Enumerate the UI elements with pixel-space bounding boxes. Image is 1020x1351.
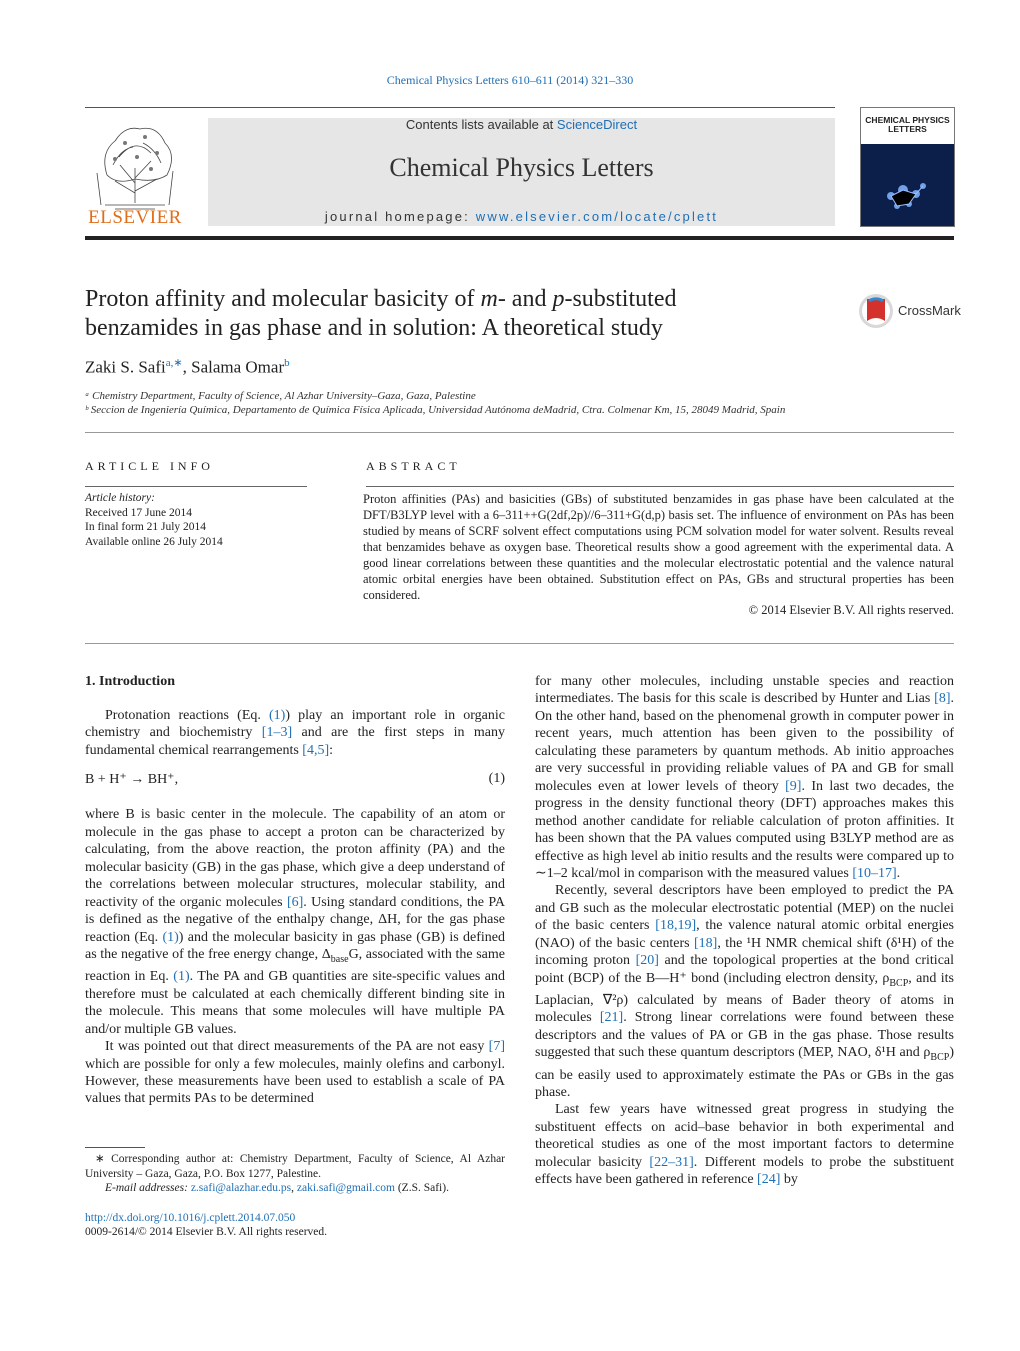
- final-date: In final form 21 July 2014: [85, 521, 207, 533]
- title-part: Proton affinity and molecular basicity of: [85, 286, 481, 312]
- email-link[interactable]: z.safi@alazhar.edu.ps: [190, 1182, 292, 1194]
- homepage-link[interactable]: www.elsevier.com/locate/cplett: [475, 209, 719, 224]
- eq-link[interactable]: (1): [173, 969, 190, 985]
- author-omar-affil[interactable]: b: [284, 357, 290, 369]
- article-info-heading: ARTICLE INFO: [85, 459, 214, 473]
- citation-link[interactable]: [7]: [488, 1039, 505, 1055]
- email-line: E-mail addresses: z.safi@alazhar.edu.ps, zaki.safi@gmail.com (Z.S. Safi).: [105, 1182, 449, 1194]
- abstract-heading: ABSTRACT: [366, 459, 461, 473]
- title-line-2: benzamides in gas phase and in solution: A theoretical study: [85, 315, 663, 341]
- paragraph: Last few years have witnessed great progress in studying the substituent effects on acid–base behavior in both experimental and theoretical studies as one of the most important factors to determine molecular basicity [22–31]. Different models to probe the substituent effects have been gathered in reference [24] by: [535, 1102, 954, 1188]
- right-column: [535, 673, 954, 1189]
- author-separator: ,: [182, 357, 192, 377]
- paragraph: for many other molecules, including unstable species and reaction intermediates. The basis for this scale is described by Hunter and Lias [8]. On the other hand, based on the phenomenal growth in computer power in recent years, much attention has been given to the possibility of calculating these parameters by quantum methods. Ab initio approaches are very successful in providing reliable values of PA and GB for small molecules even at lower levels of theory [9]. In last two decades, the progress in the density functional theory (DFT) approaches makes this method another candidate for reliable calculation of proton affinities. It has been shown that the PA values computed using B3LYP method are as effective as high level ab initio results and the results were compared up to ∼1–2 kcal/mol in comparison with the measured values [10–17].: [535, 674, 955, 881]
- sciencedirect-link[interactable]: ScienceDirect: [556, 117, 638, 132]
- contents-line: [208, 117, 835, 132]
- email-label: E-mail addresses:: [105, 1182, 191, 1194]
- affiliation-a: ᵃ Chemistry Department, Faculty of Science, Al Azhar University–Gaza, Gaza, Palestine: [85, 390, 476, 402]
- citation-link[interactable]: [6]: [286, 894, 304, 910]
- affiliation-b: ᵇ Seccion de Ingeniería Química, Departamento de Química Física Aplicada, Universidad Autónoma deMadrid, Ctra. Colmenar Km, 15, 28049 Madrid, Spain: [85, 404, 786, 416]
- citation-link[interactable]: [24]: [757, 1172, 781, 1188]
- header-divider: [85, 236, 954, 240]
- title-para: p: [552, 286, 565, 312]
- title-divider: [85, 432, 954, 433]
- title-meta: m: [480, 286, 498, 312]
- abstract-rule: [366, 486, 954, 487]
- author-list: [85, 356, 290, 378]
- online-date: Available online 26 July 2014: [85, 535, 223, 548]
- homepage-line: [208, 209, 835, 224]
- citation-link[interactable]: [21]: [599, 1010, 624, 1026]
- abstract-copyright: © 2014 Elsevier B.V. All rights reserved.: [748, 603, 954, 617]
- author-safi[interactable]: Zaki S. Safi: [85, 357, 166, 377]
- paragraph: It was pointed out that direct measurements of the PA are not easy [7] which are possible for only a few molecules, mainly olefins and carbonyl. However, these measurements have been used to establish a scale of PA values that permits PAs to be determined: [85, 1039, 505, 1107]
- email-link[interactable]: zaki.safi@gmail.com: [296, 1182, 395, 1194]
- crossmark-label[interactable]: CrossMark: [898, 303, 961, 318]
- doi-link[interactable]: http://dx.doi.org/10.1016/j.cplett.2014.07.050: [85, 1212, 296, 1224]
- section-heading-introduction: 1. Introduction: [85, 674, 175, 689]
- citation-link[interactable]: [22–31]: [649, 1154, 694, 1170]
- issn-line: 0009-2614/© 2014 Elsevier B.V. All rights reserved.: [85, 1226, 328, 1238]
- left-column: [85, 707, 505, 1108]
- citation-link[interactable]: [18,19]: [655, 918, 697, 934]
- info-rule: [85, 486, 307, 487]
- journal-cover-thumbnail[interactable]: [860, 107, 955, 227]
- title-part: - and: [497, 286, 553, 312]
- eq-link[interactable]: (1): [162, 929, 179, 945]
- journal-citation[interactable]: Chemical Physics Letters 610–611 (2014) 321–330: [386, 73, 634, 87]
- cover-molecule-art: [861, 144, 954, 226]
- contents-prefix: Contents lists available at: [405, 117, 557, 132]
- citation-link[interactable]: [1–3]: [261, 725, 293, 741]
- citation-link[interactable]: [18]: [694, 935, 718, 951]
- citation-link[interactable]: [8]: [934, 691, 951, 707]
- equation-body: B + H⁺ → BH⁺,: [85, 772, 179, 787]
- author-safi-affil[interactable]: a,∗: [165, 357, 183, 369]
- footnote-rule: [85, 1147, 145, 1148]
- citation-link[interactable]: [20]: [635, 953, 659, 969]
- received-date: Received 17 June 2014: [85, 506, 192, 519]
- author-omar[interactable]: Salama Omar: [191, 357, 285, 377]
- citation-link[interactable]: [4,5]: [302, 742, 330, 758]
- cover-title: CHEMICAL PHYSICS LETTERS: [865, 115, 950, 134]
- equation-1: [85, 771, 505, 788]
- citation-link[interactable]: [9]: [785, 778, 802, 794]
- paragraph: Recently, several descriptors have been employed to predict the PA and GB such as the molecular electrostatic potential (MEP) on the nuclei of the basic centers [18,19], the valence natural atomic orbital energies (NAO) of the basic centers [18], the ¹H NMR chemical shift (δ¹H) of the incoming proton [20] and the topological properties at the bond critical point (BCP) of the B—H⁺ bond (including electron density, $\rho_{BCP}$, and its Laplacian, ∇²ρ) calculated by means of Bader theory of atoms in molecules [21]. Strong linear correlations were found between these descriptors and the values of PA or GB in the gas phase. Those results suggested that such these quantum descriptors (MEP, NAO, δ¹H and $\rho_{BCP}$) can be easily used to approximately estimate the PAs or GBs in the gas phase.: [535, 883, 955, 1101]
- elsevier-wordmark: ELSEVIER: [88, 207, 182, 228]
- journal-name: Chemical Physics Letters: [389, 153, 654, 182]
- article-history: [85, 491, 223, 549]
- history-label: Article history:: [85, 492, 155, 504]
- corresponding-author-note: ∗ Corresponding author at: Chemistry Department, Faculty of Science, Al Azhar University – Gaza, Gaza, P.O. Box 1277, Palestine.: [85, 1153, 505, 1180]
- title-part: -substituted: [564, 286, 677, 312]
- paragraph: Protonation reactions (Eq. (1)) play an important role in organic chemistry and biochemistry [1–3] and are the first steps in many fundamental chemical rearrangements [4,5]:: [85, 708, 506, 758]
- homepage-prefix: journal homepage:: [324, 209, 476, 224]
- citation-link[interactable]: [10–17]: [852, 865, 897, 881]
- equation-number: (1): [488, 771, 505, 786]
- paragraph: where B is basic center in the molecule. The capability of an atom or molecule in the gas phase to accept a proton can be characterized by calculating, from the above reaction, the proton affinity (PA) and the molecular basicity (GB) in the gas phase, which give a deep understand of the correlations between molecular structures, molecular stability, and reactivity of the organic molecules [6]. Using standard conditions, the PA is defined as the negative of the enthalpy change, ΔH, for the gas phase reaction (Eq. (1)) and the molecular basicity in gas phase (GB) is defined as the negative of the free energy change, $\Delta_{base}G$, associated with the same reaction in Eq. (1). The PA and GB quantities are site-specific values and therefore must be calculated at each chemically different binding site in the molecule. This means that some molecules will have multiple PA and/or multiple GB values.: [85, 807, 506, 1037]
- top-rule: [85, 107, 835, 108]
- footnotes: [85, 1152, 505, 1196]
- abstract-text: Proton affinities (PAs) and basicities (GBs) of substituted benzamides in gas phase have been calculated at the DFT/B3LYP level with a 6–311++G(2df,2p)//6–311+G(d,p) basis set. The influence of environment on PAs has been studied by means of SCRF solvent effect computations using PCM solvation model for water solvent. Results reveal that benzamides behave as oxygen base. Theoretical results show a good agreement with the experimental data. A good linear correlations between these quantities and the molecular electrostatic potential and the valence natural atomic orbital energies have been obtained. Substitution effect on PAs, GBs and structural properties has been considered.: [363, 492, 954, 602]
- eq-link[interactable]: (1): [269, 708, 286, 723]
- article-title: [85, 285, 825, 343]
- abstract-divider: [85, 643, 954, 644]
